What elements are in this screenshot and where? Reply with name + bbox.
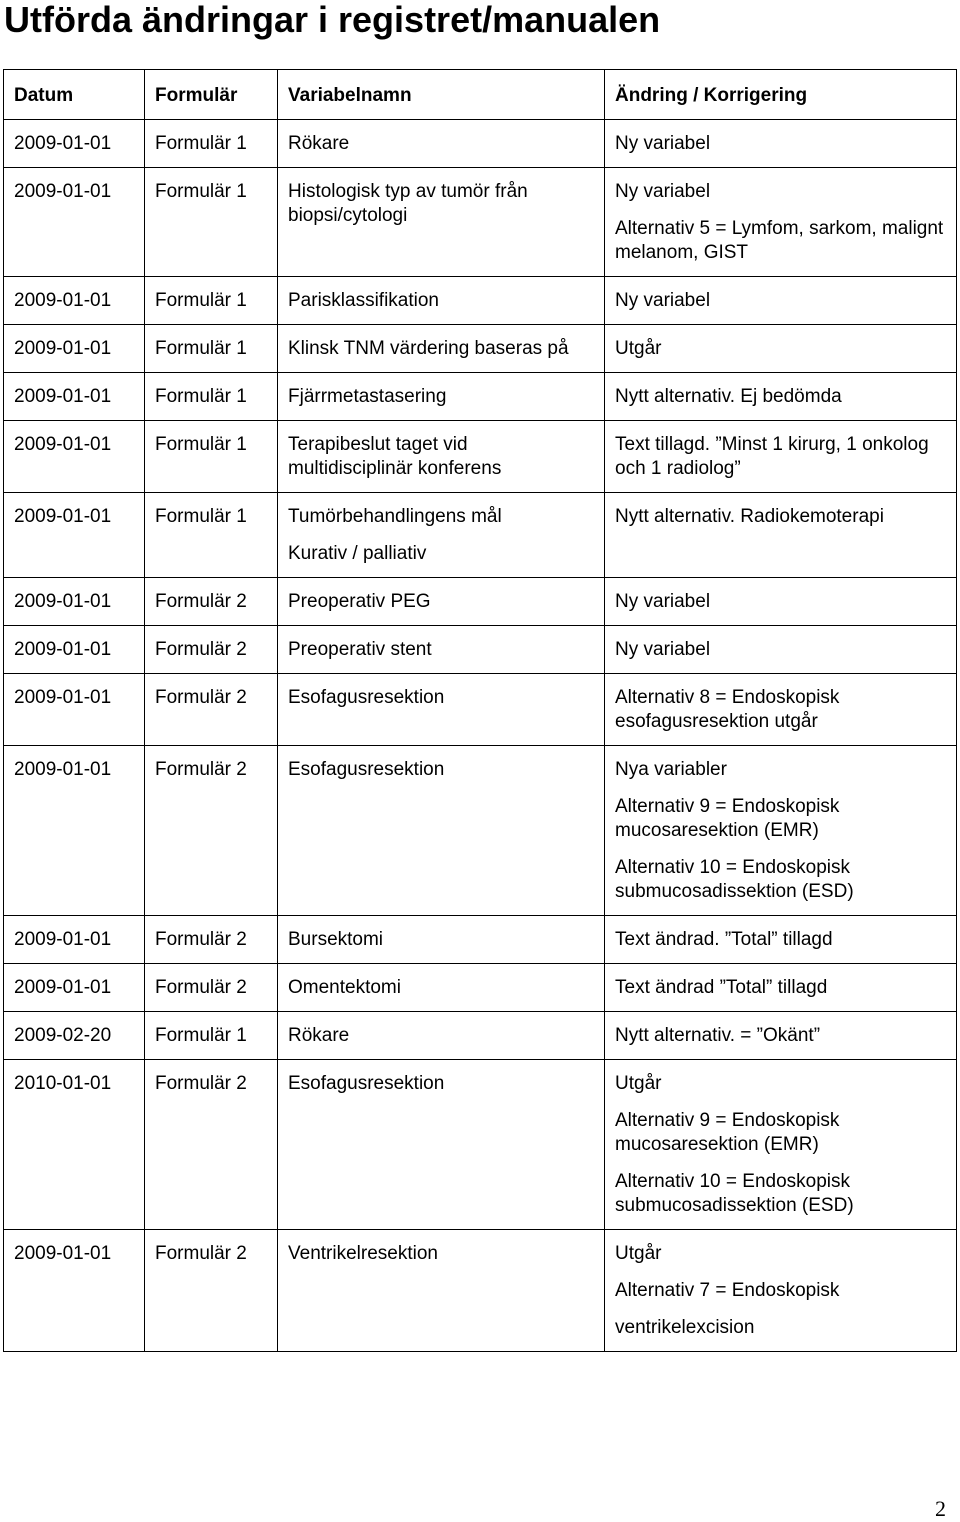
page-title: Utförda ändringar i registret/manualen xyxy=(4,0,661,40)
cell-andring xyxy=(605,1012,957,1060)
cell-formular: Formulär 2 xyxy=(145,964,278,1012)
cell-datum: 2009-01-01 xyxy=(4,120,145,168)
table-row xyxy=(4,421,957,493)
header-formular: Formulär xyxy=(145,70,278,120)
table-row xyxy=(4,916,957,964)
cell-datum: 2009-01-01 xyxy=(4,493,145,578)
cell-andring-line: Utgår xyxy=(615,1243,662,1264)
cell-datum: 2009-01-01 xyxy=(4,1230,145,1352)
cell-andring xyxy=(605,373,957,421)
cell-variabelnamn-line: Rökare xyxy=(288,1025,350,1046)
cell-formular: Formulär 2 xyxy=(145,578,278,626)
cell-variabelnamn xyxy=(278,578,605,626)
cell-andring-line: Alternativ 10 = Endoskopisk submucosadissektion (ESD) xyxy=(615,1171,854,1216)
cell-andring-line: Alternativ 7 = Endoskopisk xyxy=(615,1280,840,1301)
table-header-row xyxy=(4,70,957,120)
table-row xyxy=(4,964,957,1012)
cell-datum: 2009-01-01 xyxy=(4,421,145,493)
cell-datum: 2009-01-01 xyxy=(4,325,145,373)
cell-variabelnamn-line: Terapibeslut taget vid multidisciplinär konferens xyxy=(288,434,502,479)
cell-datum: 2009-01-01 xyxy=(4,373,145,421)
cell-variabelnamn xyxy=(278,964,605,1012)
cell-variabelnamn-line: Esofagusresektion xyxy=(288,759,445,780)
cell-andring xyxy=(605,578,957,626)
cell-andring-line: Alternativ 10 = Endoskopisk submucosadissektion (ESD) xyxy=(615,857,854,902)
cell-variabelnamn xyxy=(278,746,605,916)
cell-formular: Formulär 1 xyxy=(145,1012,278,1060)
cell-variabelnamn xyxy=(278,168,605,277)
cell-variabelnamn xyxy=(278,493,605,578)
cell-variabelnamn-line: Preoperativ stent xyxy=(288,639,432,660)
cell-formular: Formulär 2 xyxy=(145,916,278,964)
cell-andring xyxy=(605,626,957,674)
cell-variabelnamn-line: Rökare xyxy=(288,133,350,154)
cell-andring-line: Ny variabel xyxy=(615,639,711,660)
cell-variabelnamn xyxy=(278,373,605,421)
table-row xyxy=(4,674,957,746)
cell-variabelnamn xyxy=(278,674,605,746)
table-row xyxy=(4,277,957,325)
cell-variabelnamn xyxy=(278,120,605,168)
cell-andring xyxy=(605,277,957,325)
cell-datum: 2009-01-01 xyxy=(4,626,145,674)
cell-datum: 2009-01-01 xyxy=(4,277,145,325)
cell-andring-line: Nytt alternativ. Radiokemoterapi xyxy=(615,506,884,527)
cell-andring-line: Alternativ 5 = Lymfom, sarkom, malignt melanom, GIST xyxy=(615,218,944,263)
cell-formular: Formulär 1 xyxy=(145,493,278,578)
cell-andring xyxy=(605,325,957,373)
cell-datum: 2009-01-01 xyxy=(4,964,145,1012)
cell-variabelnamn xyxy=(278,916,605,964)
table-row xyxy=(4,325,957,373)
cell-andring xyxy=(605,1230,957,1352)
cell-variabelnamn-line: Kurativ / palliativ xyxy=(288,543,427,564)
cell-variabelnamn-line: Parisklassifikation xyxy=(288,290,439,311)
cell-variabelnamn-line: Omentektomi xyxy=(288,977,401,998)
cell-datum: 2009-01-01 xyxy=(4,578,145,626)
cell-andring-line: Nytt alternativ. = ”Okänt” xyxy=(615,1025,821,1046)
cell-formular: Formulär 2 xyxy=(145,746,278,916)
cell-formular: Formulär 1 xyxy=(145,120,278,168)
cell-andring xyxy=(605,421,957,493)
cell-andring xyxy=(605,916,957,964)
cell-andring xyxy=(605,168,957,277)
table-row xyxy=(4,373,957,421)
cell-andring-line: Alternativ 8 = Endoskopisk esofagusresektion utgår xyxy=(615,687,840,732)
cell-formular: Formulär 2 xyxy=(145,1230,278,1352)
cell-datum: 2010-01-01 xyxy=(4,1060,145,1230)
table-row xyxy=(4,626,957,674)
cell-variabelnamn-line: Preoperativ PEG xyxy=(288,591,431,612)
cell-datum: 2009-01-01 xyxy=(4,674,145,746)
cell-variabelnamn-line: Esofagusresektion xyxy=(288,687,445,708)
cell-variabelnamn xyxy=(278,421,605,493)
page-number: 2 xyxy=(935,1496,946,1521)
cell-variabelnamn-line: Ventrikelresektion xyxy=(288,1243,438,1264)
cell-formular: Formulär 2 xyxy=(145,1060,278,1230)
table-row xyxy=(4,168,957,277)
cell-andring xyxy=(605,964,957,1012)
cell-formular: Formulär 2 xyxy=(145,674,278,746)
table-row xyxy=(4,578,957,626)
cell-andring-line: Nya variabler xyxy=(615,759,727,780)
header-andring: Ändring / Korrigering xyxy=(605,70,957,120)
cell-andring-line: Ny variabel xyxy=(615,591,711,612)
cell-andring-line: Nytt alternativ. Ej bedömda xyxy=(615,386,842,407)
header-variabelnamn: Variabelnamn xyxy=(278,70,605,120)
cell-datum: 2009-01-01 xyxy=(4,916,145,964)
cell-andring-line: Text tillagd. ”Minst 1 kirurg, 1 onkolog och 1 radiolog” xyxy=(615,434,929,479)
cell-andring-line: Text ändrad ”Total” tillagd xyxy=(615,977,828,998)
table-body xyxy=(4,120,957,1352)
cell-formular: Formulär 1 xyxy=(145,373,278,421)
cell-datum: 2009-01-01 xyxy=(4,746,145,916)
cell-andring-line: Ny variabel xyxy=(615,290,711,311)
table-row xyxy=(4,746,957,916)
cell-formular: Formulär 1 xyxy=(145,421,278,493)
cell-variabelnamn-line: Histologisk typ av tumör från biopsi/cytologi xyxy=(288,181,528,226)
cell-datum: 2009-02-20 xyxy=(4,1012,145,1060)
cell-andring-line: ventrikelexcision xyxy=(615,1317,755,1338)
table-row xyxy=(4,1012,957,1060)
cell-formular: Formulär 1 xyxy=(145,168,278,277)
cell-andring xyxy=(605,493,957,578)
cell-andring xyxy=(605,674,957,746)
cell-variabelnamn-line: Klinsk TNM värdering baseras på xyxy=(288,338,569,359)
cell-andring-line: Utgår xyxy=(615,1073,662,1094)
cell-datum: 2009-01-01 xyxy=(4,168,145,277)
table-row xyxy=(4,493,957,578)
cell-variabelnamn-line: Bursektomi xyxy=(288,929,384,950)
cell-formular: Formulär 1 xyxy=(145,277,278,325)
cell-formular: Formulär 1 xyxy=(145,325,278,373)
cell-andring-line: Text ändrad. ”Total” tillagd xyxy=(615,929,833,950)
cell-formular: Formulär 2 xyxy=(145,626,278,674)
table-row xyxy=(4,1060,957,1230)
cell-variabelnamn-line: Fjärrmetastasering xyxy=(288,386,447,407)
cell-andring xyxy=(605,1060,957,1230)
cell-variabelnamn xyxy=(278,1012,605,1060)
cell-andring-line: Utgår xyxy=(615,338,662,359)
cell-variabelnamn-line: Esofagusresektion xyxy=(288,1073,445,1094)
changes-table xyxy=(3,69,957,1352)
cell-andring-line: Alternativ 9 = Endoskopisk mucosaresektion (EMR) xyxy=(615,796,840,841)
cell-andring-line: Alternativ 9 = Endoskopisk mucosaresektion (EMR) xyxy=(615,1110,840,1155)
cell-variabelnamn-line: Tumörbehandlingens mål xyxy=(288,506,502,527)
table-row xyxy=(4,120,957,168)
table-row xyxy=(4,1230,957,1352)
header-datum: Datum xyxy=(4,70,145,120)
cell-variabelnamn xyxy=(278,626,605,674)
cell-andring xyxy=(605,746,957,916)
cell-andring-line: Ny variabel xyxy=(615,133,711,154)
cell-variabelnamn xyxy=(278,325,605,373)
cell-variabelnamn xyxy=(278,277,605,325)
cell-variabelnamn xyxy=(278,1230,605,1352)
cell-andring-line: Ny variabel xyxy=(615,181,711,202)
cell-variabelnamn xyxy=(278,1060,605,1230)
cell-andring xyxy=(605,120,957,168)
